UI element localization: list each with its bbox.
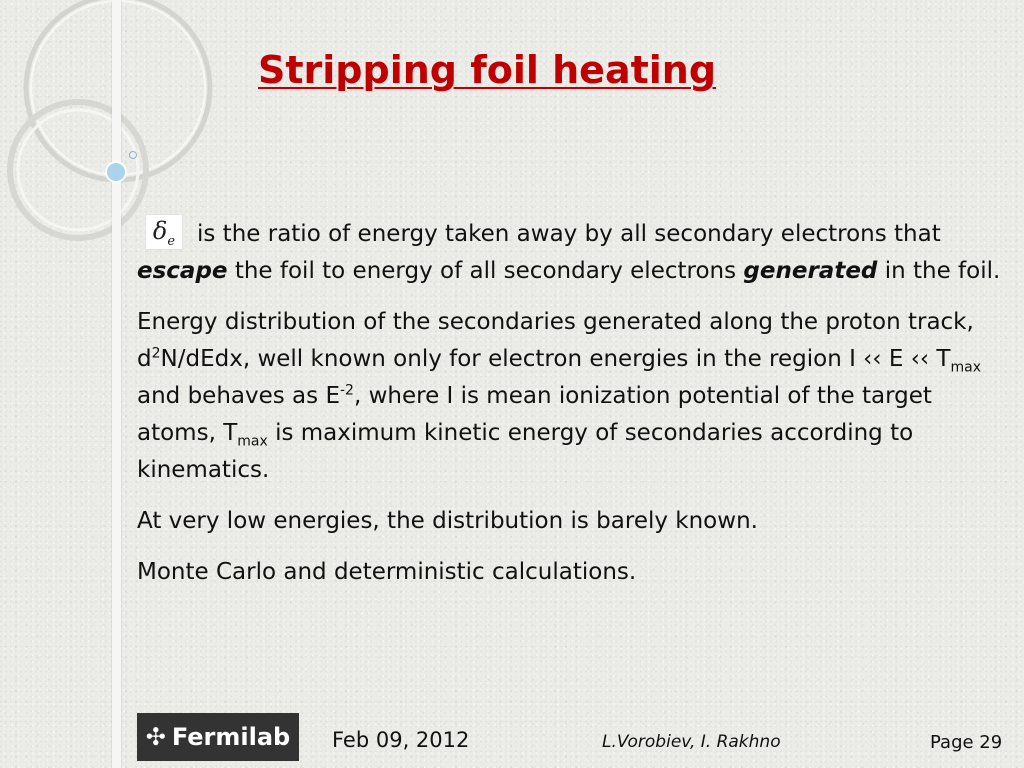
delta-main: δ <box>152 216 168 245</box>
p2-sup-minus2: -2 <box>339 382 354 399</box>
p2-text-c: and behaves as E <box>137 383 340 409</box>
p2-text-d: , where I is mean ionization potential of the target atoms, T <box>137 383 932 446</box>
slide-title: Stripping foil heating <box>258 48 717 92</box>
slide-body <box>137 216 1007 605</box>
p2-sub-max-1: max <box>950 359 981 376</box>
fermilab-mark-icon: ✣ <box>145 723 166 751</box>
p1-text-c: the foil to energy of all secondary electrons <box>227 258 744 284</box>
paragraph-calculations: Monte Carlo and deterministic calculations. <box>137 559 637 585</box>
delta-e-symbol <box>145 214 183 250</box>
paragraph-low-energies: At very low energies, the distribution is barely known. <box>137 508 758 534</box>
p1-text-a: is the ratio of energy taken away by all secondary electrons that <box>197 221 941 247</box>
p1-text-e: in the foil. <box>877 258 1001 284</box>
paragraph-energy-distribution <box>137 304 1007 489</box>
p2-text-e: is maximum kinetic energy of secondaries according to kinematics. <box>137 420 914 483</box>
accent-dots <box>0 0 150 200</box>
accent-dot-large <box>106 162 126 182</box>
footer-date: Feb 09, 2012 <box>332 728 470 752</box>
delta-subscript: e <box>167 233 176 249</box>
p2-sub-max-2: max <box>237 433 268 450</box>
footer-authors: L.Vorobiev, I. Rakhno <box>602 732 781 752</box>
p1-generated: generated <box>743 258 878 284</box>
footer-page-number: Page 29 <box>930 732 1003 753</box>
p2-text-b: N/dEdx, well known only for electron energies in the region I ‹‹ E ‹‹ T <box>160 346 951 372</box>
fermilab-logo <box>137 713 299 761</box>
accent-dot-small <box>130 152 137 159</box>
p1-escape: escape <box>137 258 228 284</box>
p2-text-a: Energy distribution of the secondaries generated along the proton track, d <box>137 309 974 372</box>
paragraph-ratio-definition <box>137 216 1007 290</box>
fermilab-logo-text: Fermilab <box>171 723 291 751</box>
p2-sup-2: 2 <box>151 345 161 362</box>
